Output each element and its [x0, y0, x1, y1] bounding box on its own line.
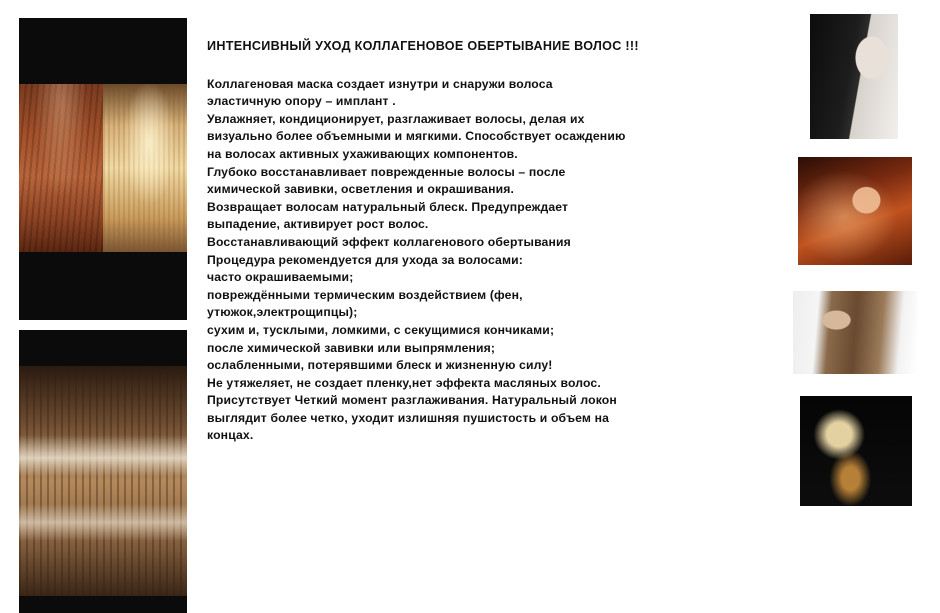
woman-dark-hair-photo: [810, 14, 898, 139]
text-line: Восстанавливающий эффект коллагенового обертывания: [207, 234, 571, 249]
left-black-panel-bottom: [19, 596, 187, 613]
shiny-hair-photo: [19, 366, 187, 596]
hair-after-photo: [103, 84, 187, 252]
text-line: после химической завивки или выпрямления;: [207, 340, 496, 355]
text-line: выглядит более четко, уходит излишняя пушистость и объем на: [207, 410, 610, 425]
text-line: эластичную опору – имплант .: [207, 94, 396, 109]
text-line: концах.: [207, 428, 254, 443]
woman-brown-hair-photo: [793, 291, 917, 374]
text-line: ослабленными, потерявшими блеск и жизненную силу!: [207, 358, 553, 373]
woman-red-hair-photo: [798, 157, 912, 265]
text-line: повреждёнными термическим воздействием (фен,: [207, 287, 523, 302]
left-black-panel-lower: [19, 330, 187, 366]
text-line: Процедура рекомендуется для ухода за волосами:: [207, 252, 523, 267]
body-text: [207, 76, 787, 445]
left-black-panel-middle: [19, 252, 187, 320]
text-line: выпадение, активирует рост волос.: [207, 217, 429, 232]
text-line: Увлажняет, кондиционирует, разглаживает волосы, делая их: [207, 111, 585, 126]
article-text: [207, 38, 787, 445]
text-line: Глубоко восстанавливает поврежденные волосы – после: [207, 164, 566, 179]
text-line: сухим и, тусклыми, ломкими, с секущимися кончиками;: [207, 322, 555, 337]
text-line: часто окрашиваемыми;: [207, 270, 354, 285]
hair-before-photo: [19, 84, 103, 252]
text-line: Присутствует Четкий момент разглаживания. Натуральный локон: [207, 393, 617, 408]
text-line: Коллагеновая маска создает изнутри и снаружи волоса: [207, 76, 553, 91]
text-line: утюжок,электрощипцы);: [207, 305, 358, 320]
left-black-panel-top: [19, 18, 187, 84]
text-line: на волосах активных ухаживающих компонентов.: [207, 146, 518, 161]
text-line: Возвращает волосам натуральный блеск. Предупреждает: [207, 199, 569, 214]
text-line: Не утяжеляет, не создает пленку,нет эффекта масляных волос.: [207, 375, 601, 390]
text-line: визуально более объемными и мягкими. Способствует осаждению: [207, 129, 626, 144]
text-line: химической завивки, осветления и окрашивания.: [207, 182, 515, 197]
hair-curl-photo: [800, 396, 912, 506]
page-title: ИНТЕНСИВНЫЙ УХОД КОЛЛАГЕНОВОЕ ОБЕРТЫВАНИЕ ВОЛОС !!!: [207, 39, 639, 53]
